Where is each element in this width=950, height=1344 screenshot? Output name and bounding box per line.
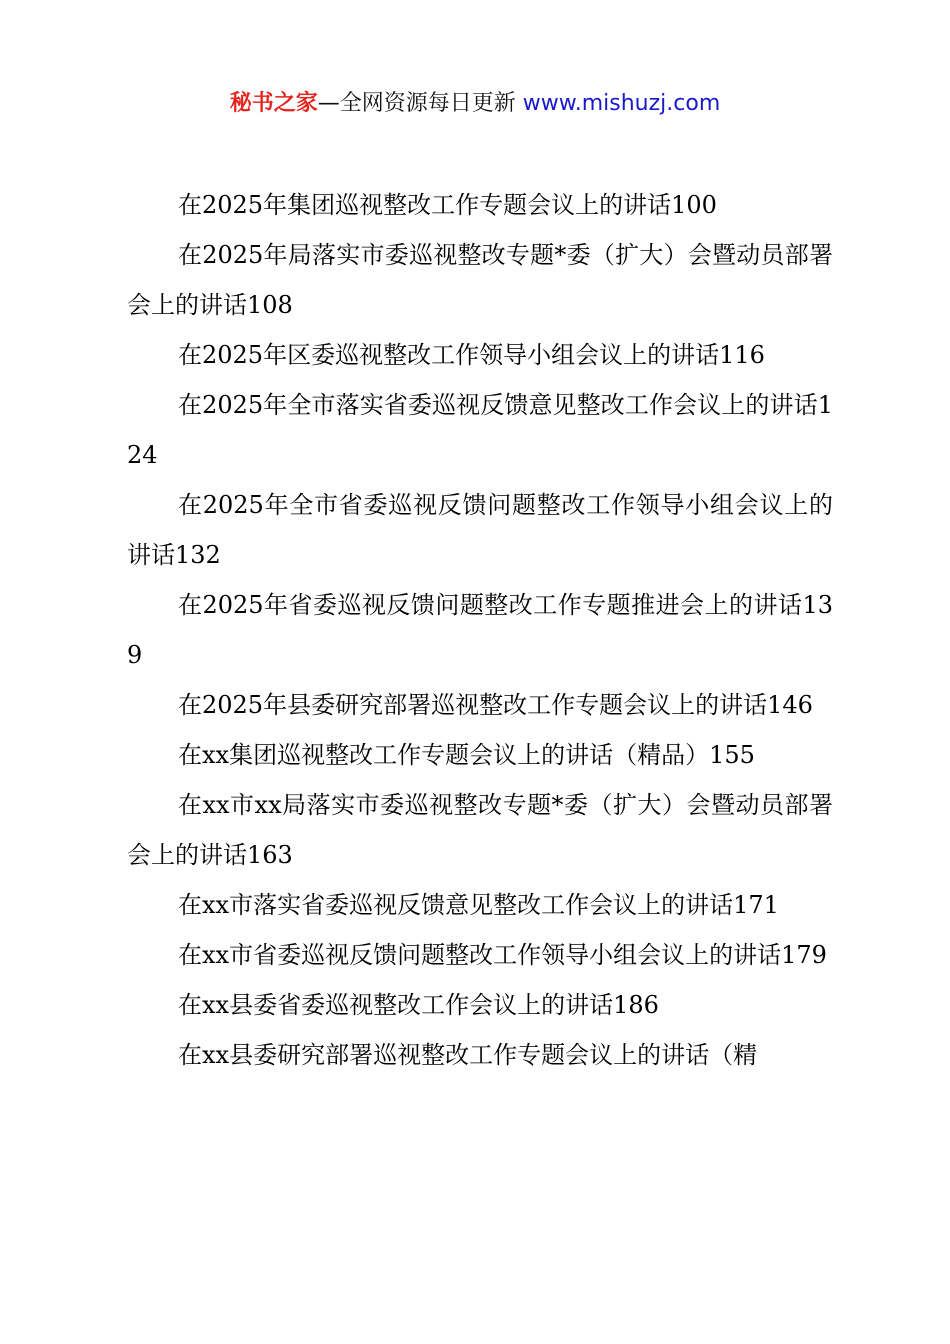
toc-entry[interactable]: 在2025年全市省委巡视反馈问题整改工作领导小组会议上的讲话132 xyxy=(127,491,833,569)
header-tagline: —全网资源每日更新 xyxy=(317,91,523,116)
toc-entry[interactable]: 在2025年县委研究部署巡视整改工作专题会议上的讲话146 xyxy=(178,691,813,719)
page-header xyxy=(0,88,950,120)
toc-entry[interactable]: 在xx县委省委巡视整改工作会议上的讲话186 xyxy=(178,991,659,1019)
toc-entry[interactable]: 在2025年省委巡视反馈问题整改工作专题推进会上的讲话139 xyxy=(127,591,833,669)
table-of-contents xyxy=(127,180,833,1080)
toc-entry[interactable]: 在xx集团巡视整改工作专题会议上的讲话（精品）155 xyxy=(178,741,755,769)
toc-entry[interactable]: 在2025年集团巡视整改工作专题会议上的讲话100 xyxy=(178,191,717,219)
toc-entry[interactable]: 在xx县委研究部署巡视整改工作专题会议上的讲话（精 xyxy=(178,1041,758,1069)
toc-entry[interactable]: 在2025年区委巡视整改工作领导小组会议上的讲话116 xyxy=(178,341,765,369)
toc-entry[interactable]: 在xx市落实省委巡视反馈意见整改工作会议上的讲话171 xyxy=(178,891,779,919)
toc-entry[interactable]: 在xx市xx局落实市委巡视整改专题*委（扩大）会暨动员部署会上的讲话163 xyxy=(127,791,833,869)
brand-name: 秘书之家 xyxy=(229,91,318,116)
toc-entry[interactable]: 在2025年全市落实省委巡视反馈意见整改工作会议上的讲话124 xyxy=(127,391,833,469)
toc-entry[interactable]: 在xx市省委巡视反馈问题整改工作领导小组会议上的讲话179 xyxy=(178,941,827,969)
toc-entry[interactable]: 在2025年局落实市委巡视整改专题*委（扩大）会暨动员部署会上的讲话108 xyxy=(127,241,833,319)
site-url-link[interactable]: www.mishuzj.com xyxy=(522,91,721,116)
